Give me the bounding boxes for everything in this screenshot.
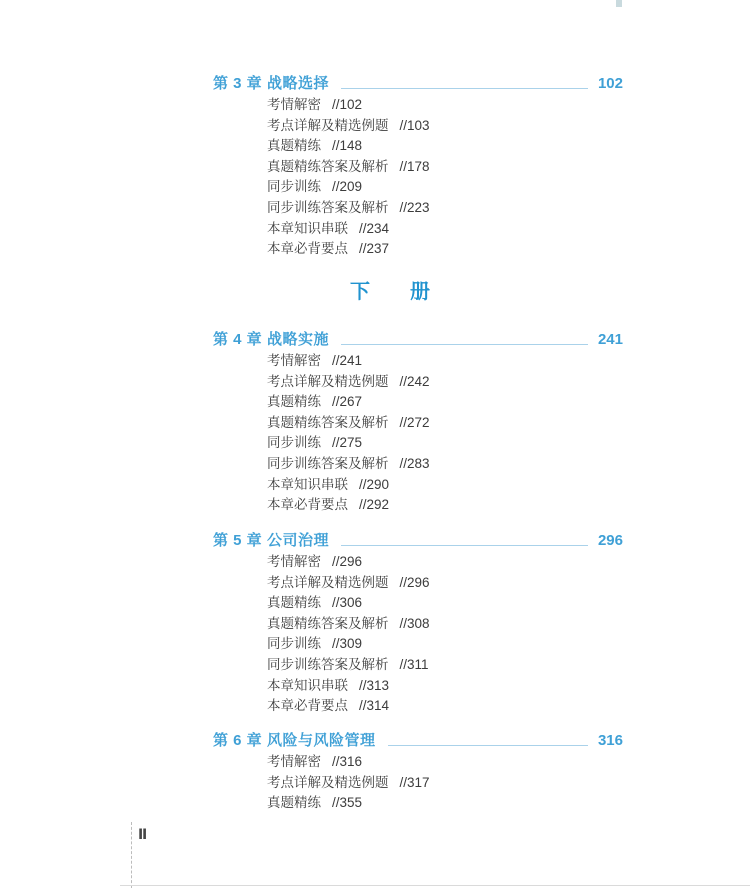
toc-item-label: 真题精练答案及解析: [267, 615, 389, 631]
toc-item-label: 本章必背要点: [267, 497, 348, 513]
toc-item: [267, 351, 623, 372]
toc-item-label: 真题精练答案及解析: [267, 158, 389, 174]
toc-item-pageref: //148: [332, 138, 363, 154]
chapter-number: 第 5 章: [213, 532, 263, 549]
chapter-heading: [213, 329, 623, 351]
chapter-number: 第 4 章: [213, 331, 263, 348]
chapter-entry-5: [213, 530, 623, 717]
toc-item-label: 考情解密: [267, 97, 321, 112]
toc-item-pageref: //290: [359, 476, 390, 492]
chapter-item-list: [267, 552, 623, 717]
leader-line: [341, 545, 588, 546]
toc-item: [267, 552, 623, 573]
leader-line: [341, 88, 588, 89]
toc-item-label: 同步训练: [267, 636, 321, 652]
toc-item-label: 考情解密: [267, 754, 321, 769]
chapter-entry-4: [213, 329, 623, 516]
chapter-page-number: 102: [597, 75, 623, 92]
toc-item-pageref: //316: [332, 754, 363, 769]
top-edge-artifact: [616, 0, 622, 7]
toc-item: [267, 793, 623, 814]
chapter-number: 第 6 章: [213, 732, 263, 749]
toc-item: [267, 495, 623, 516]
toc-item: [267, 433, 623, 454]
toc-item: [267, 136, 623, 157]
toc-item-label: 本章必背要点: [267, 241, 348, 257]
toc-item-pageref: //296: [332, 554, 363, 569]
toc-item-pageref: //242: [399, 373, 430, 389]
toc-item: [267, 157, 623, 178]
toc-item: [267, 573, 623, 594]
toc-item-label: 同步训练: [267, 435, 321, 451]
toc-item-label: 真题精练: [267, 138, 321, 154]
toc-item-pageref: //313: [359, 677, 390, 693]
chapter-item-list: [267, 351, 623, 516]
chapter-item-list: [267, 95, 623, 260]
toc-item: [267, 392, 623, 413]
chapter-heading: [213, 530, 623, 552]
toc-item-label: 同步训练答案及解析: [267, 199, 389, 215]
chapter-heading: [213, 73, 623, 95]
toc-item-label: 真题精练: [267, 394, 321, 410]
toc-item: [267, 454, 623, 475]
chapter-entry-6: [213, 730, 623, 814]
chapter-page-number: 316: [597, 732, 623, 749]
volume-divider: 下 册: [350, 281, 430, 303]
toc-item-pageref: //283: [399, 455, 430, 471]
toc-item-label: 本章知识串联: [267, 220, 348, 236]
toc-item-pageref: //223: [399, 199, 430, 215]
toc-item-label: 真题精练: [267, 595, 321, 611]
chapter-page-number: 241: [597, 331, 623, 348]
leader-line: [388, 745, 588, 746]
leader-line: [341, 344, 588, 345]
page-bottom-edge: [120, 885, 750, 886]
toc-item-pageref: //311: [399, 656, 429, 672]
toc-item-pageref: //234: [359, 220, 390, 236]
toc-item-label: 考情解密: [267, 353, 321, 368]
toc-item-pageref: //275: [332, 435, 363, 451]
toc-item-pageref: //296: [399, 574, 430, 590]
toc-item-label: 同步训练答案及解析: [267, 455, 389, 471]
toc-item: [267, 752, 623, 773]
toc-item: [267, 696, 623, 717]
toc-item: [267, 95, 623, 116]
toc-item: [267, 593, 623, 614]
toc-item-pageref: //209: [332, 179, 363, 195]
toc-item: [267, 239, 623, 260]
toc-item: [267, 614, 623, 635]
toc-item: [267, 116, 623, 137]
toc-item: [267, 773, 623, 794]
toc-item: [267, 198, 623, 219]
toc-item-pageref: //292: [359, 497, 390, 513]
chapter-title: 风险与风险管理: [267, 732, 376, 749]
toc-item: [267, 634, 623, 655]
toc-item-pageref: //241: [332, 353, 363, 368]
toc-item-label: 本章知识串联: [267, 677, 348, 693]
toc-item-pageref: //272: [399, 414, 430, 430]
toc-item-pageref: //267: [332, 394, 363, 410]
toc-item-pageref: //314: [359, 698, 390, 714]
chapter-page-number: 296: [597, 532, 623, 549]
toc-item-pageref: //103: [399, 117, 430, 133]
toc-item: [267, 177, 623, 198]
chapter-title: 战略实施: [267, 331, 330, 348]
toc-item: [267, 655, 623, 676]
toc-item-pageref: //317: [399, 774, 430, 790]
toc-item-label: 考点详解及精选例题: [267, 117, 389, 133]
toc-item-label: 本章知识串联: [267, 476, 348, 492]
toc-item: [267, 413, 623, 434]
toc-item-label: 同步训练答案及解析: [267, 656, 389, 672]
toc-item-label: 真题精练: [267, 795, 321, 811]
toc-item-label: 考情解密: [267, 554, 321, 569]
toc-item-pageref: //237: [359, 241, 390, 257]
toc-item: [267, 219, 623, 240]
chapter-heading: [213, 730, 623, 752]
toc-item: [267, 676, 623, 697]
chapter-title: 战略选择: [267, 75, 330, 92]
toc-item-pageref: //355: [332, 795, 363, 811]
toc-item-label: 考点详解及精选例题: [267, 574, 389, 590]
toc-item-pageref: //102: [332, 97, 363, 112]
toc-item-pageref: //178: [399, 158, 430, 174]
footer-page-marker: Ⅱ: [138, 826, 148, 842]
toc-item-label: 同步训练: [267, 179, 321, 195]
chapter-item-list: [267, 752, 623, 814]
chapter-number: 第 3 章: [213, 75, 263, 92]
chapter-title: 公司治理: [267, 532, 330, 549]
toc-item-pageref: //309: [332, 636, 363, 652]
footer-dotted-rule: [131, 822, 132, 888]
chapter-entry-3: [213, 73, 623, 260]
toc-item-label: 本章必背要点: [267, 698, 348, 714]
toc-item-label: 考点详解及精选例题: [267, 373, 389, 389]
toc-item-pageref: //306: [332, 595, 363, 611]
toc-item: [267, 475, 623, 496]
toc-item: [267, 372, 623, 393]
toc-item-label: 考点详解及精选例题: [267, 774, 389, 790]
toc-item-label: 真题精练答案及解析: [267, 414, 389, 430]
toc-item-pageref: //308: [399, 615, 430, 631]
